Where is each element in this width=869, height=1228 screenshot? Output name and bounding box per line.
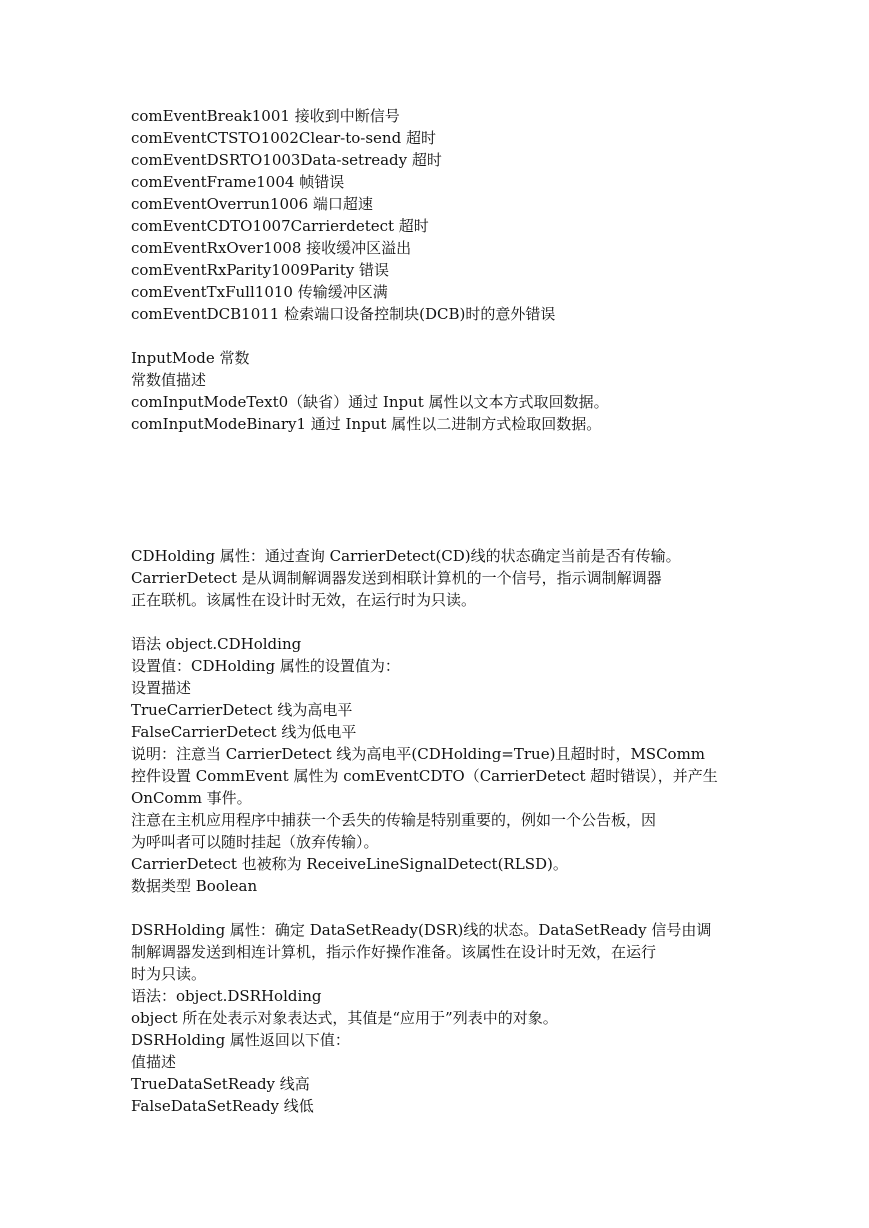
dsrholding-line: object 所在处表示对象表达式，其值是“应用于”列表中的对象。 xyxy=(131,1009,558,1027)
cdholding-line: FalseCarrierDetect 线为低电平 xyxy=(131,723,357,741)
dsrholding-line: DSRHolding 属性：确定 DataSetReady(DSR)线的状态。DataSetReady 信号由调 xyxy=(131,921,712,939)
cdholding-line: TrueCarrierDetect 线为高电平 xyxy=(131,701,353,719)
blank-line xyxy=(131,611,743,633)
inputmode-title: InputMode 常数 xyxy=(131,349,250,367)
comevent-error-list xyxy=(131,105,743,325)
error-line: comEventOverrun1006 端口超速 xyxy=(131,195,373,213)
cdholding-line: 控件设置 CommEvent 属性为 comEventCDTO（CarrierDetect 超时错误），并产生 xyxy=(131,767,718,785)
cdholding-section xyxy=(131,545,743,897)
cdholding-line: CarrierDetect 也被称为 ReceiveLineSignalDetect(RLSD)。 xyxy=(131,855,568,873)
blank-line xyxy=(131,897,743,919)
error-line: comEventFrame1004 帧错误 xyxy=(131,173,345,191)
cdholding-intro-line: CarrierDetect 是从调制解调器发送到相联计算机的一个信号，指示调制解调器 xyxy=(131,569,662,587)
cdholding-intro-line: 正在联机。该属性在设计时无效，在运行时为只读。 xyxy=(131,591,477,609)
error-line: comEventDSRTO1003Data-setready 超时 xyxy=(131,151,442,169)
inputmode-item: comInputModeText0（缺省）通过 Input 属性以文本方式取回数据。 xyxy=(131,393,609,411)
error-line: comEventTxFull1010 传输缓冲区满 xyxy=(131,283,388,301)
cdholding-line: 数据类型 Boolean xyxy=(131,877,258,895)
blank-space xyxy=(131,435,743,545)
error-line: comEventDCB1011 检索端口设备控制块(DCB)时的意外错误 xyxy=(131,305,556,323)
error-line: comEventRxOver1008 接收缓冲区溢出 xyxy=(131,239,412,257)
cdholding-line: 为呼叫者可以随时挂起（放弃传输）。 xyxy=(131,833,379,851)
error-line: comEventBreak1001 接收到中断信号 xyxy=(131,107,400,125)
cdholding-line: 设置描述 xyxy=(131,679,192,697)
dsrholding-line: FalseDataSetReady 线低 xyxy=(131,1097,314,1115)
cdholding-line: 说明：注意当 CarrierDetect 线为高电平(CDHolding=True)且超时时，MSComm xyxy=(131,745,706,763)
dsrholding-line: DSRHolding 属性返回以下值： xyxy=(131,1031,350,1049)
dsrholding-line: 制解调器发送到相连计算机，指示作好操作准备。该属性在设计时无效，在运行 xyxy=(131,943,657,961)
blank-line xyxy=(131,325,743,347)
inputmode-section xyxy=(131,347,743,435)
cdholding-line: 语法 object.CDHolding xyxy=(131,635,302,653)
document-page xyxy=(131,105,743,1117)
cdholding-line: 注意在主机应用程序中捕获一个丢失的传输是特别重要的，例如一个公告板，因 xyxy=(131,811,657,829)
dsrholding-section xyxy=(131,919,743,1117)
error-line: comEventCTSTO1002Clear-to-send 超时 xyxy=(131,129,436,147)
dsrholding-line: 值描述 xyxy=(131,1053,177,1071)
inputmode-header: 常数值描述 xyxy=(131,371,207,389)
error-line: comEventRxParity1009Parity 错误 xyxy=(131,261,390,279)
cdholding-intro-line: CDHolding 属性：通过查询 CarrierDetect(CD)线的状态确定当前是否有传输。 xyxy=(131,547,681,565)
dsrholding-line: 时为只读。 xyxy=(131,965,207,983)
cdholding-line: 设置值：CDHolding 属性的设置值为： xyxy=(131,657,400,675)
dsrholding-line: 语法：object.DSRHolding xyxy=(131,987,322,1005)
inputmode-item: comInputModeBinary1 通过 Input 属性以二进制方式检取回数据。 xyxy=(131,415,602,433)
dsrholding-line: TrueDataSetReady 线高 xyxy=(131,1075,310,1093)
error-line: comEventCDTO1007Carrierdetect 超时 xyxy=(131,217,429,235)
cdholding-line: OnComm 事件。 xyxy=(131,789,252,807)
